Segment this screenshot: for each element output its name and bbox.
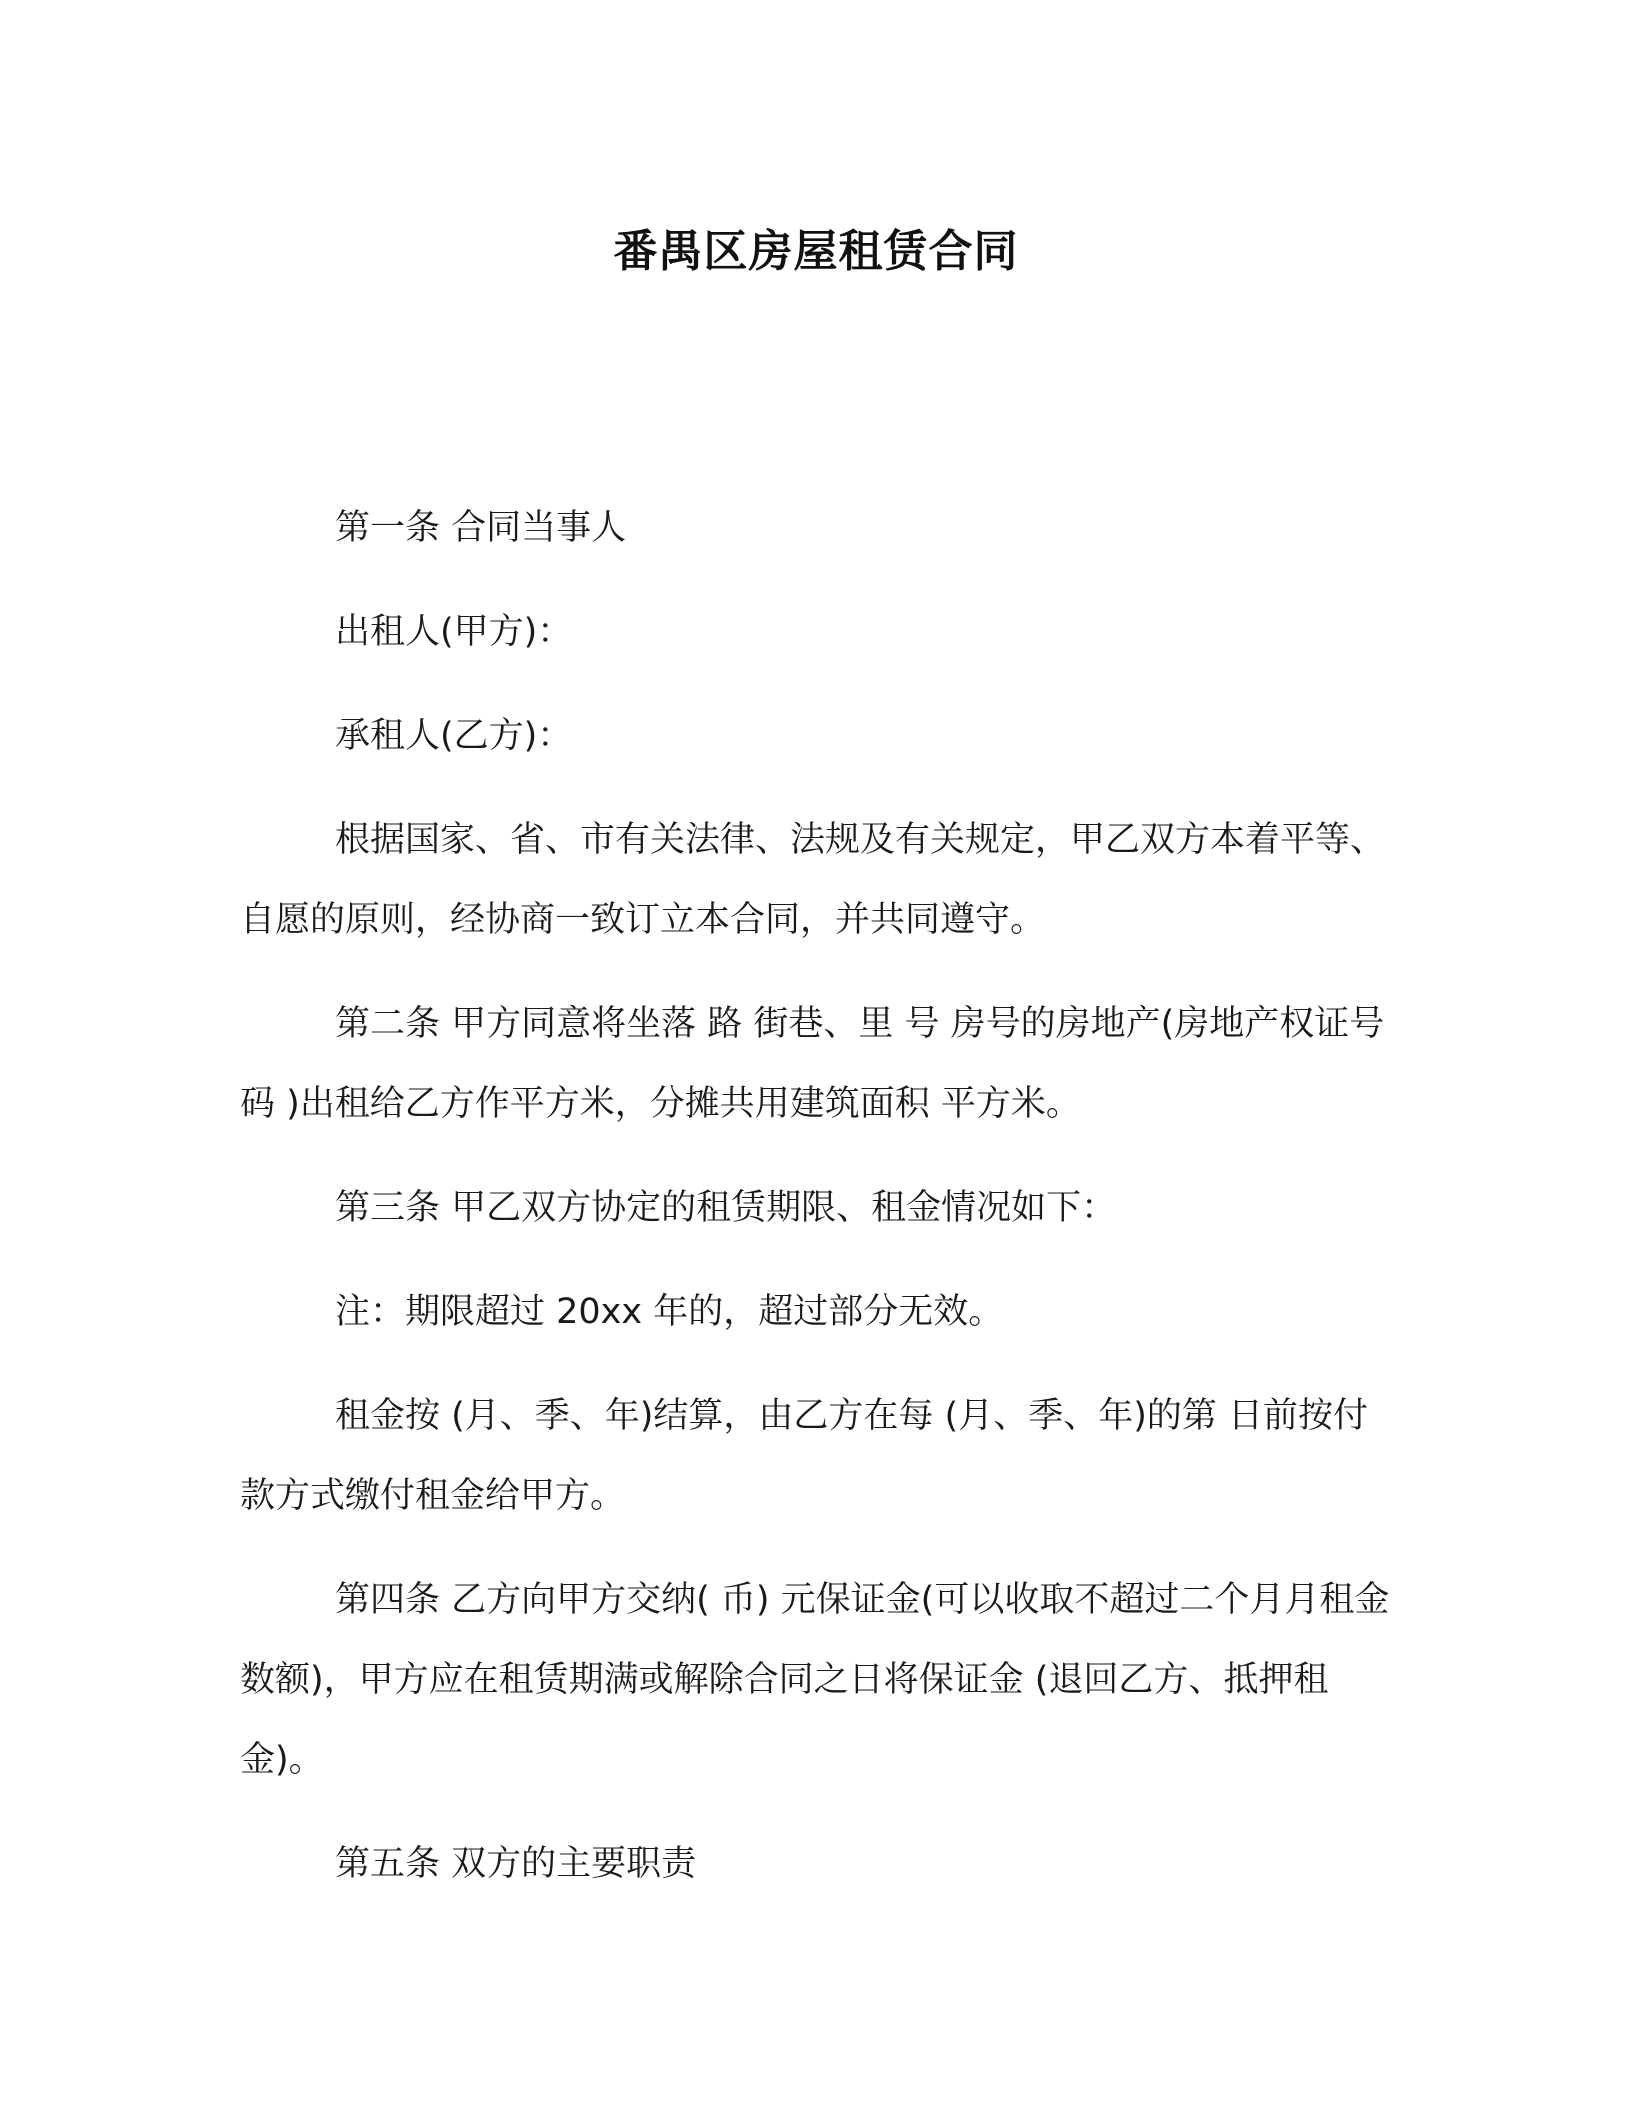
- rent-payment-paragraph: 租金按 (月、季、年)结算，由乙方在每 (月、季、年)的第 日前按付款方式缴付租金给甲方。: [240, 1396, 1368, 1516]
- article-1-heading: 第一条 合同当事人: [335, 508, 627, 548]
- preamble-paragraph: 根据国家、省、市有关法律、法规及有关规定，甲乙双方本着平等、自愿的原则，经协商一致订立本合同，并共同遵守。: [240, 820, 1386, 940]
- article-3-paragraph: 第三条 甲乙双方协定的租赁期限、租金情况如下：: [335, 1188, 1117, 1228]
- article-2-paragraph: 第二条 甲方同意将坐落 路 街巷、里 号 房号的房地产(房地产权证号码 )出租给乙方作平方米，分摊共用建筑面积 平方米。: [240, 1004, 1385, 1124]
- document-title: 番禺区房屋租赁合同: [613, 226, 1019, 277]
- document-body: [240, 488, 1390, 1928]
- article-4-paragraph: 第四条 乙方向甲方交纳( 币) 元保证金(可以收取不超过二个月月租金数额)，甲方应在租赁期满或解除合同之日将保证金 (退回乙方、抵押租金)。: [240, 1580, 1390, 1780]
- article-5-heading: 第五条 双方的主要职责: [335, 1844, 697, 1884]
- lessor-line: 出租人(甲方)：: [335, 612, 573, 652]
- note-paragraph: 注：期限超过 20xx 年的，超过部分无效。: [335, 1292, 1004, 1332]
- lessee-line: 承租人(乙方)：: [335, 716, 573, 756]
